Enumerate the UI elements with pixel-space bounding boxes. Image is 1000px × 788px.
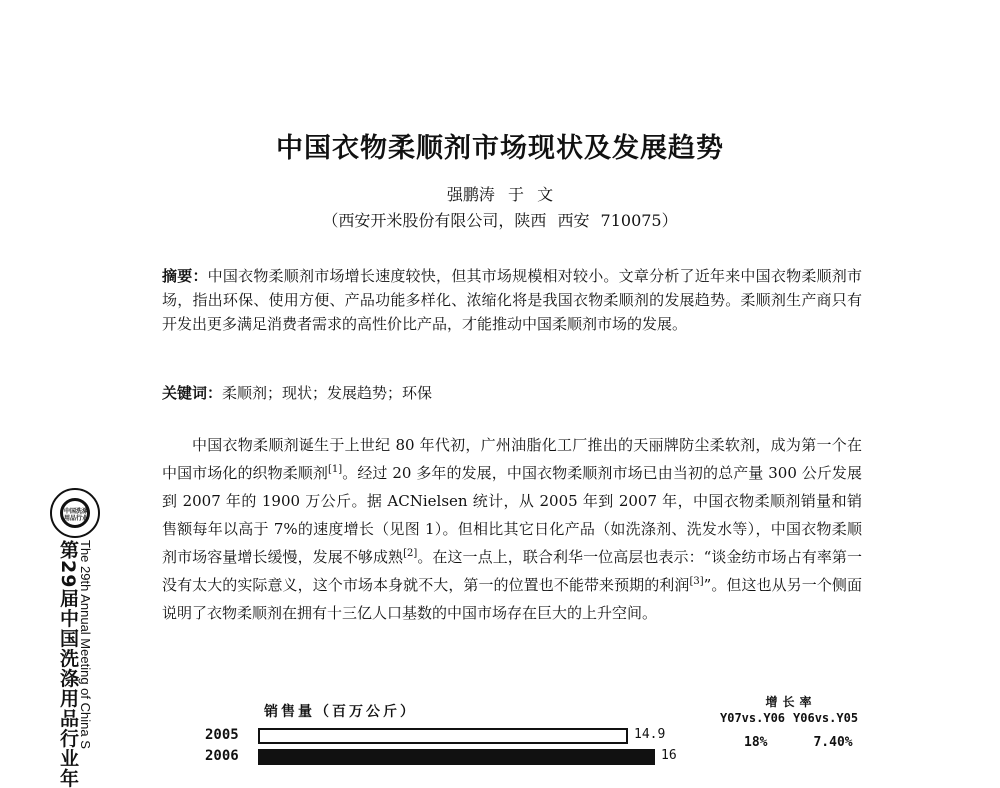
keywords-label: 关键词： [162,384,223,402]
body-text-3: 。在这一点上，联合利华一位高层也表示：“谈金纺市场占有率第一没有太大的实际意义，这个市场本身就不大，第一的位置也不能带来预期的利润 [162,548,863,594]
authors: 强鹏涛 于 文 [446,185,554,204]
growth-column-1: Y07vs.Y06 [720,711,786,725]
abstract-text: 中国衣物柔顺剂市场增长速度较快，但其市场规模相对较小。文章分析了近年来中国衣物柔顺剂市场，指出环保、使用方便、产品功能多样化、浓缩化将是我国衣物柔顺剂的发展趋势。柔顺剂生产商只有开发出更多满足消费者需求的高性价比产品，才能推动中国柔顺剂市场的发展。 [162,267,862,333]
reference-3: [3] [689,576,704,587]
growth-columns [720,711,866,725]
chart-bar [258,749,655,765]
body-text-2: 。经过 20 多年的发展，中国衣物柔顺剂市场已由当初的总产量 300 公斤发展到 2007 年的 1900 万公斤。据 ACNielsen 统计，从 2005 年到 2007 年，中国衣物柔顺剂销量和销售额每年以高于 7%的速度增长（见图 1）。但相比其它日化产品（如洗涤剂、洗发水等），中国衣物柔顺剂市场容量增长缓慢，发展不够成熟 [162,464,862,566]
chart-data-label: 14.9 [634,727,666,742]
keywords [162,381,862,405]
body-text-4: ”。但这也从另一个侧面说明了衣物柔顺剂在拥有十三亿人口基数的中国市场存在巨大的上升空间。 [162,576,862,622]
abstract [162,264,862,336]
growth-values [744,735,853,750]
growth-column-2: Y06vs.Y05 [793,711,859,725]
chart-data-label: 16 [661,748,677,763]
conference-banner-english: The 29th Annual Meeting of China S [78,540,93,749]
growth-value-1: 18% [744,735,768,750]
abstract-label: 摘要： [162,267,208,285]
reference-1: [1] [327,464,343,475]
chart-category-label: 2005 [205,727,239,743]
reference-2: [2] [403,548,418,559]
chart-title: 销售量（百万公斤） [264,704,417,720]
affiliation: （西安开米股份有限公司，陕西 西安 710075） [322,211,678,230]
chart-category-label: 2006 [205,748,239,764]
conference-logo [50,488,100,538]
body-text-1: 中国衣物柔顺剂诞生于上世纪 80 年代初，广州油脂化工厂推出的天丽牌防尘柔软剂，成为第一个在中国市场化的织物柔顺剂 [162,436,862,482]
chart-bar [258,728,628,744]
growth-value-2: 7.40% [813,735,853,750]
conference-logo-text: 中国洗涤 用品行业 [64,508,89,522]
page-title: 中国衣物柔顺剂市场现状及发展趋势 [276,133,724,164]
body-paragraph [162,431,862,627]
keywords-text: 柔顺剂；现状；发展趋势；环保 [222,384,433,402]
growth-header: 增长率 [765,695,817,709]
conference-banner-chinese: 第29届中国洗涤用品行业年 [57,540,79,788]
